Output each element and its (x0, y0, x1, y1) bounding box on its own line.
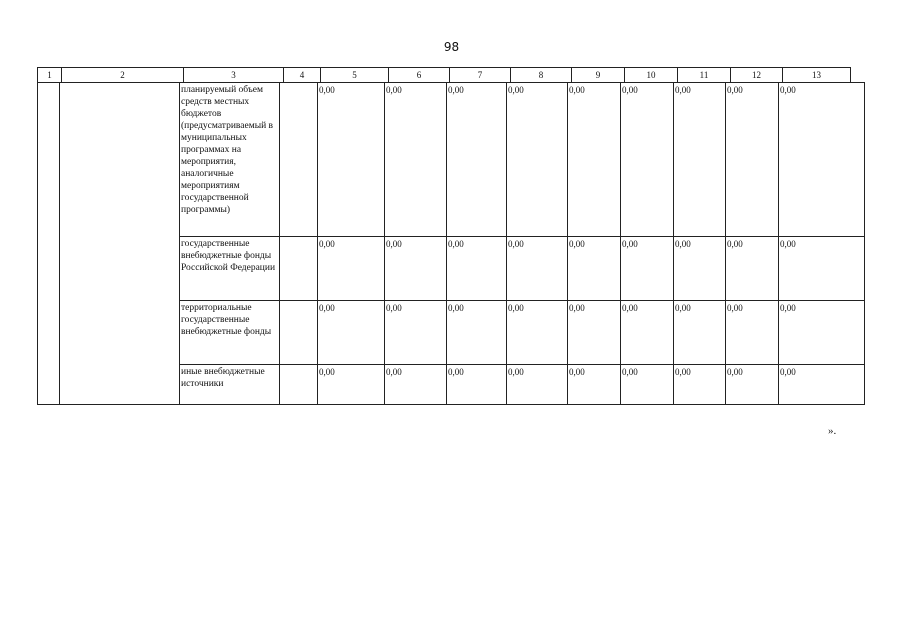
row-label: планируемый объем средств местных бюджетов (предусматриваемый в муниципальных программах на мероприятия, аналогичные мероприятиям государственной программы) (180, 83, 280, 237)
value-cell: 0,00 (674, 301, 726, 365)
value-cell: 0,00 (674, 237, 726, 301)
value-cell: 0,00 (385, 301, 447, 365)
header-col-2: 2 (62, 68, 184, 83)
header-col-11: 11 (678, 68, 731, 83)
header-col-13: 13 (783, 68, 851, 83)
page-number: 98 (443, 40, 460, 54)
value-cell: 0,00 (779, 83, 865, 237)
header-col-7: 7 (450, 68, 511, 83)
value-cell: 0,00 (726, 301, 779, 365)
value-cell: 0,00 (726, 365, 779, 405)
value-cell: 0,00 (318, 83, 385, 237)
header-col-12: 12 (731, 68, 783, 83)
value-cell: 0,00 (779, 301, 865, 365)
value-cell: 0,00 (385, 365, 447, 405)
value-cell: 0,00 (385, 83, 447, 237)
row-label: территориальные государственные внебюджетные фонды (180, 301, 280, 365)
value-cell: 0,00 (507, 365, 568, 405)
header-col-10: 10 (625, 68, 678, 83)
cell-col-4 (280, 237, 318, 301)
value-cell: 0,00 (568, 301, 621, 365)
value-cell: 0,00 (726, 83, 779, 237)
header-col-8: 8 (511, 68, 572, 83)
header-col-4: 4 (284, 68, 321, 83)
value-cell: 0,00 (674, 83, 726, 237)
value-cell: 0,00 (507, 301, 568, 365)
value-cell: 0,00 (447, 365, 507, 405)
header-col-6: 6 (389, 68, 450, 83)
value-cell: 0,00 (621, 237, 674, 301)
value-cell: 0,00 (385, 237, 447, 301)
header-col-1: 1 (38, 68, 62, 83)
header-col-9: 9 (572, 68, 625, 83)
value-cell: 0,00 (447, 237, 507, 301)
cell-col-4 (280, 83, 318, 237)
value-cell: 0,00 (568, 83, 621, 237)
value-cell: 0,00 (447, 83, 507, 237)
row-label: иные внебюджетные источники (180, 365, 280, 405)
cell-col-4 (280, 301, 318, 365)
header-col-3: 3 (184, 68, 284, 83)
column-number-header (37, 67, 851, 83)
cell-col-1 (38, 83, 60, 405)
closing-quote-mark: ». (828, 425, 837, 437)
value-cell: 0,00 (621, 301, 674, 365)
value-cell: 0,00 (318, 365, 385, 405)
financing-table (37, 82, 865, 405)
value-cell: 0,00 (447, 301, 507, 365)
value-cell: 0,00 (318, 237, 385, 301)
value-cell: 0,00 (568, 237, 621, 301)
table-row (38, 83, 865, 237)
value-cell: 0,00 (674, 365, 726, 405)
row-label: государственные внебюджетные фонды Российской Федерации (180, 237, 280, 301)
header-col-5: 5 (321, 68, 389, 83)
value-cell: 0,00 (779, 365, 865, 405)
value-cell: 0,00 (621, 83, 674, 237)
value-cell: 0,00 (621, 365, 674, 405)
cell-col-2 (60, 83, 180, 405)
value-cell: 0,00 (507, 237, 568, 301)
value-cell: 0,00 (568, 365, 621, 405)
value-cell: 0,00 (507, 83, 568, 237)
value-cell: 0,00 (318, 301, 385, 365)
value-cell: 0,00 (726, 237, 779, 301)
cell-col-4 (280, 365, 318, 405)
value-cell: 0,00 (779, 237, 865, 301)
